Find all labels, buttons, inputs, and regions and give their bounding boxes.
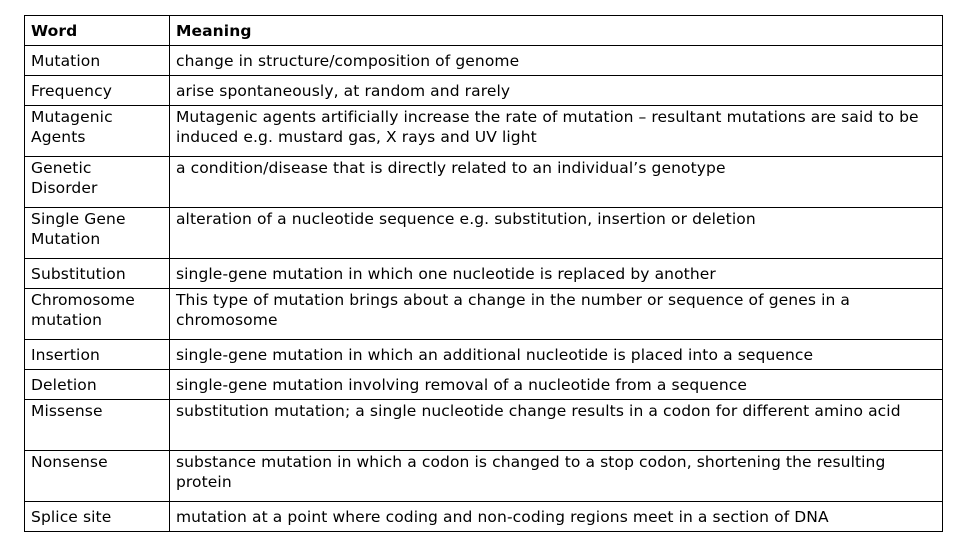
table-row bbox=[25, 370, 943, 400]
table-row bbox=[25, 502, 943, 532]
definition-cell: substance mutation in which a codon is changed to a stop codon, shortening the resulting protein bbox=[169, 451, 942, 502]
table-row bbox=[25, 76, 943, 106]
header-row bbox=[25, 16, 943, 46]
table-row bbox=[25, 106, 943, 157]
term-cell: Deletion bbox=[25, 370, 170, 400]
definition-cell: alteration of a nucleotide sequence e.g. substitution, insertion or deletion bbox=[169, 208, 942, 259]
term-cell: Frequency bbox=[25, 76, 170, 106]
definition-cell: substitution mutation; a single nucleotide change results in a codon for different amino acid bbox=[169, 400, 942, 451]
table-row bbox=[25, 289, 943, 340]
definition-cell: mutation at a point where coding and non-coding regions meet in a section of DNA bbox=[169, 502, 942, 532]
table-row bbox=[25, 208, 943, 259]
table-row bbox=[25, 400, 943, 451]
term-cell: Chromosome mutation bbox=[25, 289, 170, 340]
term-cell: Mutagenic Agents bbox=[25, 106, 170, 157]
term-cell: Single Gene Mutation bbox=[25, 208, 170, 259]
table-row bbox=[25, 340, 943, 370]
definition-cell: single-gene mutation in which an additional nucleotide is placed into a sequence bbox=[169, 340, 942, 370]
table-row bbox=[25, 157, 943, 208]
definition-cell: Mutagenic agents artificially increase the rate of mutation – resultant mutations are said to be induced e.g. mustard gas, X rays and UV light bbox=[169, 106, 942, 157]
header-meaning: Meaning bbox=[169, 16, 942, 46]
definition-cell: a condition/disease that is directly related to an individual’s genotype bbox=[169, 157, 942, 208]
term-cell: Insertion bbox=[25, 340, 170, 370]
definition-cell: This type of mutation brings about a change in the number or sequence of genes in a chromosome bbox=[169, 289, 942, 340]
term-cell: Genetic Disorder bbox=[25, 157, 170, 208]
glossary-table bbox=[24, 15, 943, 532]
term-cell: Substitution bbox=[25, 259, 170, 289]
term-cell: Missense bbox=[25, 400, 170, 451]
definition-cell: change in structure/composition of genome bbox=[169, 46, 942, 76]
term-cell: Splice site bbox=[25, 502, 170, 532]
table-row bbox=[25, 46, 943, 76]
definition-cell: single-gene mutation in which one nucleotide is replaced by another bbox=[169, 259, 942, 289]
definition-cell: arise spontaneously, at random and rarely bbox=[169, 76, 942, 106]
term-cell: Mutation bbox=[25, 46, 170, 76]
header-word: Word bbox=[25, 16, 170, 46]
term-cell: Nonsense bbox=[25, 451, 170, 502]
table-row bbox=[25, 259, 943, 289]
table-row bbox=[25, 451, 943, 502]
definition-cell: single-gene mutation involving removal of a nucleotide from a sequence bbox=[169, 370, 942, 400]
